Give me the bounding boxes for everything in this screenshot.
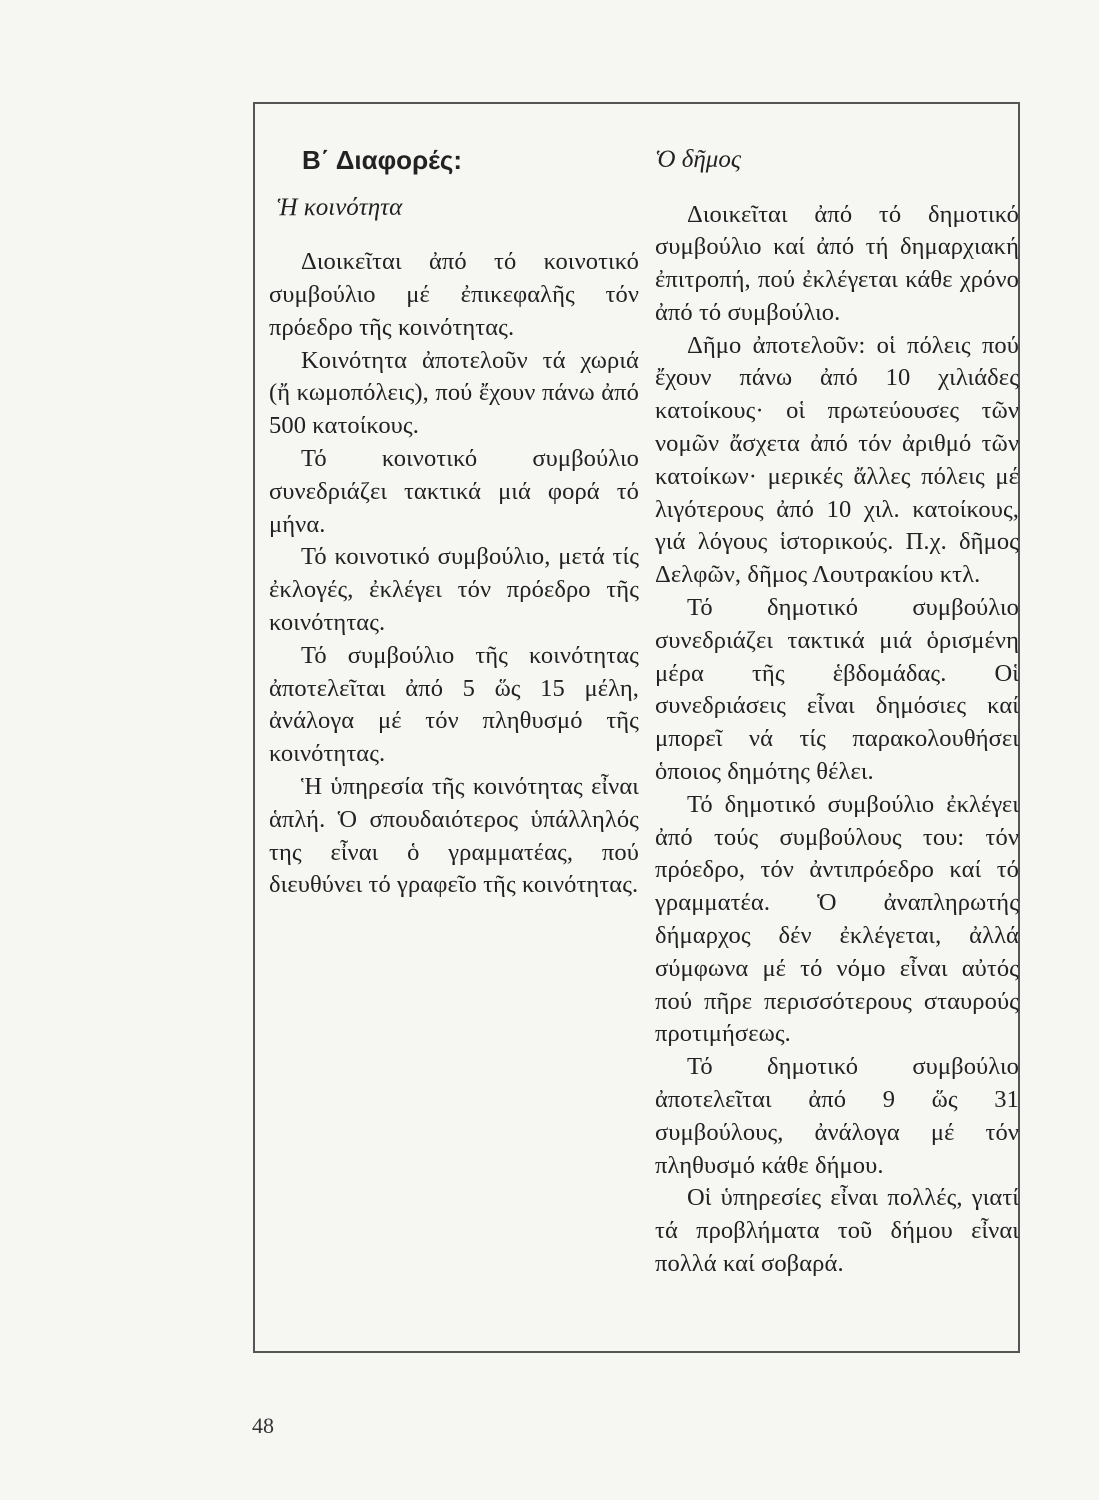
right-paragraph: Τό δημοτικό συμβούλιο ἐκλέγει ἀπό τούς συμβούλους του: τόν πρόεδρο, τόν ἀντιπρόεδρο καί τό γραμματέα. Ὁ ἀναπληρωτής δήμαρχος δέν ἐκλέγεται, ἀλλά σύμφωνα μέ τό νόμο εἶναι αὐτός πού πῆρε περισσότερους σταυρούς προτιμήσεως. bbox=[655, 790, 1019, 1048]
left-paragraph: Τό συμβούλιο τῆς κοινότητας ἀποτελεῖται ἀπό 5 ὥς 15 μέλη, ἀνάλογα μέ τόν πληθυσμό τῆς κοινότητας. bbox=[269, 641, 639, 768]
municipality-subheading: Ὁ δῆμος bbox=[655, 146, 741, 173]
content-box bbox=[253, 102, 1020, 1353]
left-paragraph: Διοικεῖται ἀπό τό κοινοτικό συμβούλιο μέ ἐπικεφαλῆς τόν πρόεδρο τῆς κοινότητας. bbox=[269, 248, 639, 341]
left-paragraph: Τό κοινοτικό συμβούλιο συνεδριάζει τακτικά μιά φορά τό μήνα. bbox=[269, 445, 639, 538]
left-paragraph: Τό κοινοτικό συμβούλιο, μετά τίς ἐκλογές, ἐκλέγει τόν πρόεδρο τῆς κοινότητας. bbox=[269, 543, 639, 637]
right-paragraph: Τό δημοτικό συμβούλιο ἀποτελεῖται ἀπό 9 ὥς 31 συμβούλους, ἀνάλογα μέ τόν πληθυσμό κάθε δήμου. bbox=[655, 1053, 1019, 1179]
left-paragraph: Κοινότητα ἀποτελοῦν τά χωριά (ἤ κωμοπόλεις), πού ἔχουν πάνω ἀπό 500 κατοίκους. bbox=[269, 346, 639, 440]
left-paragraph: Ἡ ὑπηρεσία τῆς κοινότητας εἶναι ἁπλή. Ὁ σπουδαιότερος ὑπάλληλός της εἶναι ὁ γραμματέας, πού διευθύνει τό γραφεῖο τῆς κοινότητας. bbox=[269, 773, 639, 899]
community-subheading: Ἡ κοινότητα bbox=[277, 193, 403, 221]
right-paragraph: Δῆμο ἀποτελοῦν: οἱ πόλεις πού ἔχουν πάνω ἀπό 10 χιλιάδες κατοίκους· οἱ πρωτεύουσες τῶν νομῶν ἄσχετα ἀπό τόν ἀριθμό τῶν κατοίκων· μερικές ἄλλες πόλεις μέ λιγότερους ἀπό 10 χιλ. κατοίκους, γιά λόγους ἱστορικούς. Π.χ. δῆμος Δελφῶν, δῆμος Λουτρακίου κτλ. bbox=[655, 331, 1019, 589]
right-column bbox=[655, 144, 1019, 1281]
right-paragraph: Διοικεῖται ἀπό τό δημοτικό συμβούλιο καί ἀπό τή δημαρχιακή ἐπιτροπή, πού ἐκλέγεται κάθε χρόνο ἀπό τό συμβούλιο. bbox=[655, 200, 1019, 326]
left-column bbox=[267, 144, 639, 902]
page-number: 48 bbox=[252, 1413, 274, 1438]
right-paragraph: Οἱ ὑπηρεσίες εἶναι πολλές, γιατί τά προβλήματα τοῦ δήμου εἶναι πολλά καί σοβαρά. bbox=[655, 1184, 1019, 1277]
section-heading: Β΄ Διαφορές: bbox=[302, 145, 463, 175]
right-paragraph: Τό δημοτικό συμβούλιο συνεδριάζει τακτικά μιά ὁρισμένη μέρα τῆς ἑβδομάδας. Οἱ συνεδριάσεις εἶναι δημόσιες καί μπορεῖ νά τίς παρακολουθήσει ὁποιος δημότης θέλει. bbox=[655, 594, 1019, 786]
